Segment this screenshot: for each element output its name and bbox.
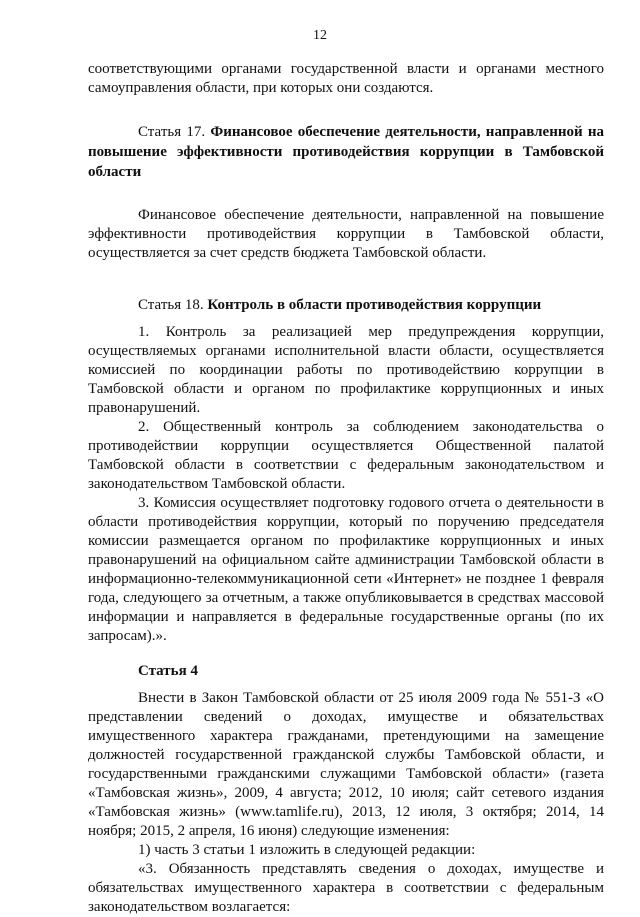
article-17-prefix: Статья 17. (138, 124, 206, 140)
article-17-title: Финансовое обеспечение деятельности, направленной на повышение эффективности противодействия коррупции в Тамбовской области (88, 124, 604, 180)
article-17-heading (88, 122, 604, 182)
document-body (88, 60, 604, 917)
article-18-paragraph-3: 3. Комиссия осуществляет подготовку годового отчета о деятельности в области противодействия коррупции, который по поручению председателя комиссии размещается органом по профилактике коррупционных и иных правонарушений на официальном сайте администрации Тамбовской области в информационно-телекоммуникационной сети «Интернет» не позднее 1 февраля года, следующего за отчетным, а также опубликовывается в средствах массовой информации и направляется в федеральные государственные органы (по их запросам).». (88, 495, 604, 644)
article-17-body: Финансовое обеспечение деятельности, направленной на повышение эффективности противодействия коррупции в Тамбовской области, осуществляется за счет средств бюджета Тамбовской области. (88, 207, 604, 261)
intro-paragraph: соответствующими органами государственной власти и органами местного самоуправления области, при которых они создаются. (88, 61, 604, 96)
article-4-paragraph-3: «3. Обязанность представлять сведения о доходах, имуществе и обязательствах имущественного характера в соответствии с федеральным законодательством возлагается: (88, 861, 604, 915)
article-18-prefix: Статья 18. (138, 297, 204, 313)
article-18-paragraph-2: 2. Общественный контроль за соблюдением законодательства о противодействии коррупции осуществляется Общественной палатой Тамбовской области в соответствии с федеральным законодательством и законодательством Тамбовской области. (88, 419, 604, 492)
article-4-paragraph-1: Внести в Закон Тамбовской области от 25 июля 2009 года № 551-З «О представлении сведений о доходах, имуществе и обязательствах имущественного характера гражданами, претендующими на замещение должностей государственной гражданской службы Тамбовской области, и государственными гражданскими служащими Тамбовской области» (газета «Тамбовская жизнь», 2009, 4 августа; 2012, 10 июля; сайт сетевого издания «Тамбовская жизнь» (www.tamlife.ru), 2013, 12 июля, 3 октября; 2014, 14 ноября; 2015, 2 апреля, 16 июня) следующие изменения: (88, 690, 604, 839)
article-18-paragraph-1: 1. Контроль за реализацией мер предупреждения коррупции, осуществляемых органами исполнительной власти области, осуществляется комиссией по координации работы по противодействию коррупции в Тамбовской области и органом по профилактике коррупционных и иных правонарушений. (88, 324, 604, 416)
page-number: 12 (313, 28, 327, 43)
article-4-paragraph-2: 1) часть 3 статьи 1 изложить в следующей редакции: (138, 842, 476, 858)
article-18-title: Контроль в области противодействия коррупции (207, 297, 542, 313)
article-4-heading: Статья 4 (138, 663, 198, 679)
article-18-heading (88, 295, 604, 315)
